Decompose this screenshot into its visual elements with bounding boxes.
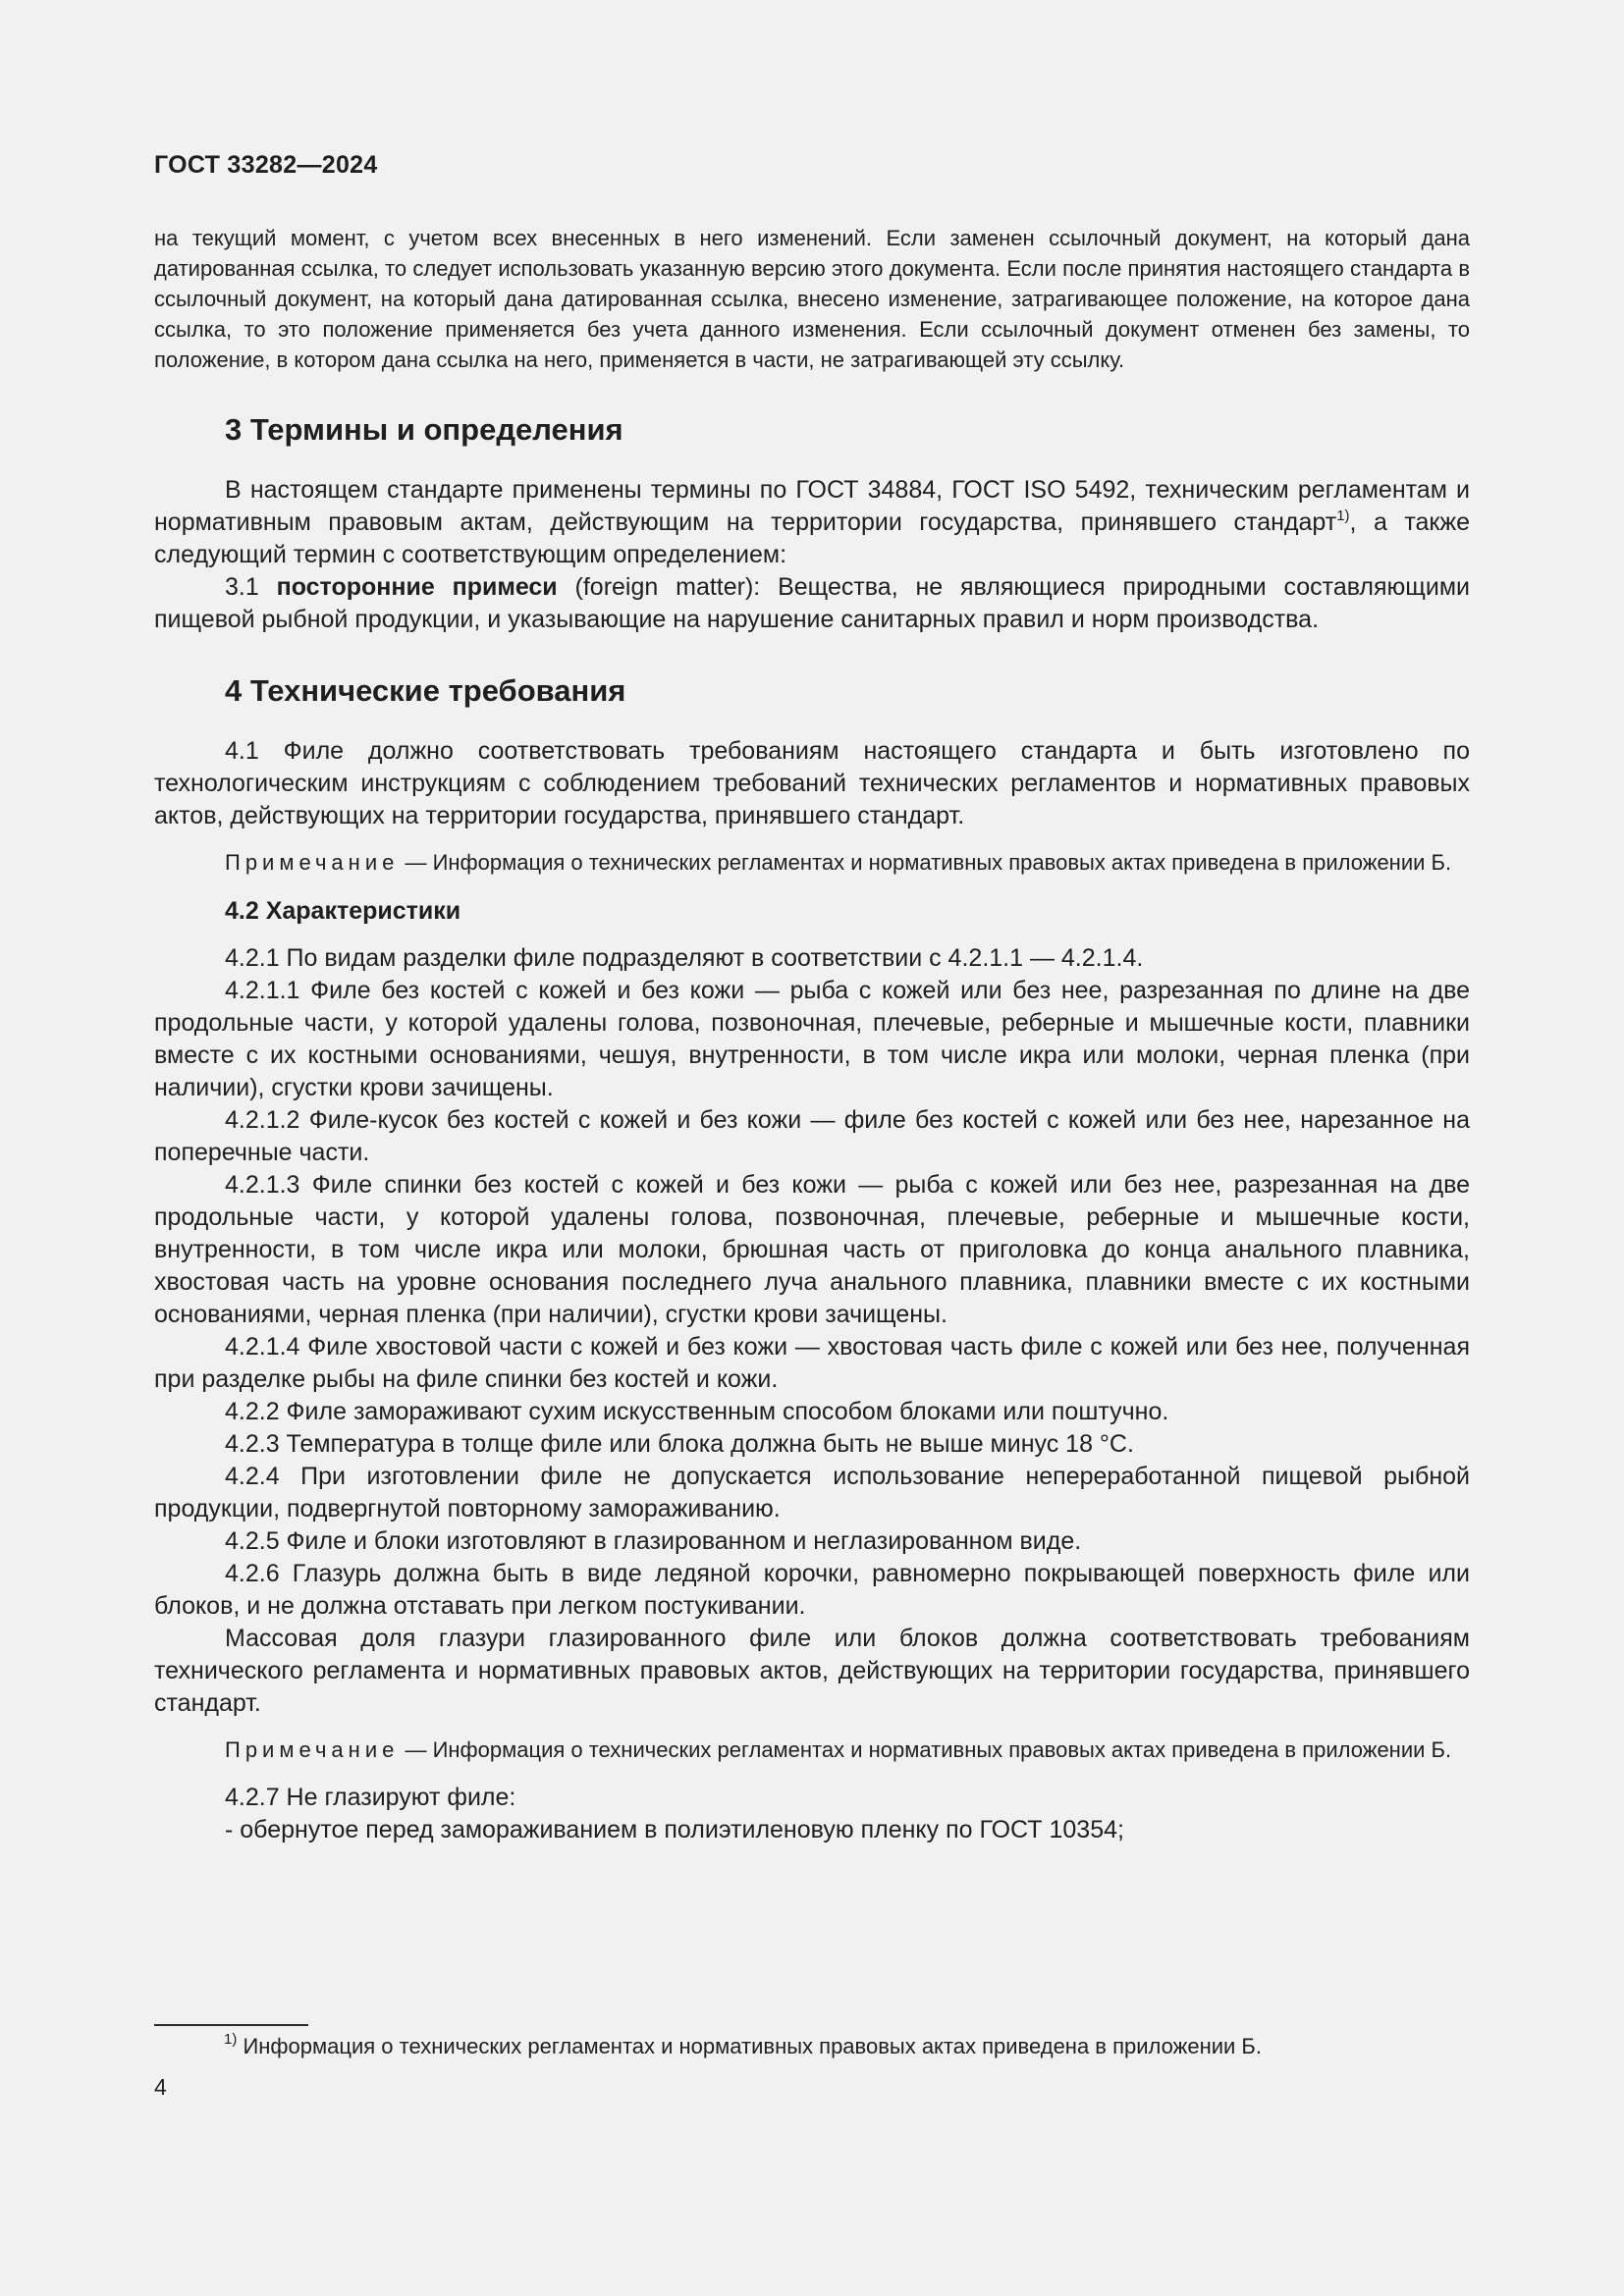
- paragraph-4-2-7: 4.2.7 Не глазируют филе:: [225, 1784, 516, 1811]
- footnote-reference: 1): [1336, 507, 1350, 524]
- paragraph-4-2-4: 4.2.4 При изготовлении филе не допускается использование непереработанной пищевой рыбной продукции, подвергнутой повторному замораживанию.: [154, 1463, 1470, 1522]
- subsection-4-2-heading: 4.2 Характеристики: [225, 897, 461, 925]
- paragraph-4-1: 4.1 Филе должно соответствовать требованиям настоящего стандарта и быть изготовлено по технологическим инструкциям с соблюдением требований технических регламентов и нормативных правовых актов, действующих на территории государства, принявшего стандарт.: [154, 737, 1470, 829]
- section-3-paragraph: [154, 474, 1470, 571]
- paragraph-4-2-1-2: 4.2.1.2 Филе-кусок без костей с кожей и без кожи — филе без костей с кожей или без нее, нарезанное на поперечные части.: [154, 1106, 1470, 1166]
- note-1-label: Примечание: [225, 850, 400, 875]
- paragraph-4-2-5: 4.2.5 Филе и блоки изготовляют в глазированном и неглазированном виде.: [225, 1527, 1082, 1555]
- document-code-header: ГОСТ 33282—2024: [154, 151, 378, 179]
- page-content: [154, 223, 1470, 1846]
- note-2-label: Примечание: [225, 1737, 400, 1762]
- paragraph-4-2-1: 4.2.1 По видам разделки филе подразделяют в соответствии с 4.2.1.1 — 4.2.1.4.: [225, 944, 1144, 972]
- term-name: посторонние примеси: [276, 573, 558, 601]
- footnote-divider: [154, 2024, 308, 2026]
- section-4-heading: 4 Технические требования: [225, 673, 626, 708]
- term-number: 3.1: [225, 573, 259, 601]
- term-definition: [154, 571, 1470, 636]
- section-3-heading: 3 Термины и определения: [225, 412, 623, 447]
- footnote-text: Информация о технических регламентах и нормативных правовых актах приведена в приложении Б.: [237, 2034, 1262, 2058]
- paragraph-4-2-7-list-item: - обернутое перед замораживанием в полиэтиленовую пленку по ГОСТ 10354;: [225, 1816, 1124, 1843]
- page-number: 4: [154, 2074, 167, 2100]
- paragraph-4-2-6: 4.2.6 Глазурь должна быть в виде ледяной корочки, равномерно покрывающей поверхность филе или блоков, и не должна отставать при легком постукивании.: [154, 1560, 1470, 1620]
- intro-paragraph: на текущий момент, с учетом всех внесенных в него изменений. Если заменен ссылочный документ, на который дана датированная ссылка, то следует использовать указанную версию этого документа. Если после принятия настоящего стандарта в ссылочный документ, на который дана датированная ссылка, внесено изменение, затрагивающее положение, на которое дана ссылка, то это положение применяется без учета данного изменения. Если ссылочный документ отменен без замены, то положение, в котором дана ссылка на него, применяется в части, не затрагивающей эту ссылку.: [154, 226, 1470, 372]
- note-1-text: — Информация о технических регламентах и нормативных правовых актах приведена в приложении Б.: [399, 850, 1452, 875]
- footnote-mark: 1): [224, 2031, 238, 2048]
- paragraph-4-2-1-4: 4.2.1.4 Филе хвостовой части с кожей и без кожи — хвостовая часть филе с кожей или без нее, полученная при разделке рыбы на филе спинки без костей и кожи.: [154, 1333, 1470, 1393]
- section-3-paragraph-start: В настоящем стандарте применены термины по ГОСТ 34884, ГОСТ ISO 5492, техническим регламентам и нормативным правовым актам, действующим на территории государства, принявшего стандарт: [154, 476, 1470, 536]
- term-definition-text: (foreign matter): Вещества, не являющиеся природными составляющими пищевой рыбной продукции, и указывающие на нарушение санитарных правил и норм производства.: [154, 573, 1470, 633]
- paragraph-4-2-3: 4.2.3 Температура в толще филе или блока должна быть не выше минус 18 °С.: [225, 1430, 1134, 1458]
- note-1: [154, 847, 1470, 878]
- paragraph-4-2-6-continued: Массовая доля глазури глазированного филе или блоков должна соответствовать требованиям технического регламента и нормативных правовых актов, действующих на территории государства, принявшего стандарт.: [154, 1625, 1470, 1717]
- paragraph-4-2-1-3: 4.2.1.3 Филе спинки без костей с кожей и без кожи — рыба с кожей или без нее, разрезанная на две продольные части, у которой удалены голова, позвоночная, плечевые, реберные и мышечные кости, внутренности, в том числе икра или молоки, брюшная часть от приголовка до конца анального плавника, хвостовая часть на уровне основания последнего луча анального плавника, плавники вместе с их костными основаниями, черная пленка (при наличии), сгустки крови зачищены.: [154, 1171, 1470, 1328]
- paragraph-4-2-1-1: 4.2.1.1 Филе без костей с кожей и без кожи — рыба с кожей или без нее, разрезанная по длине на две продольные части, у которой удалены голова, позвоночная, плечевые, реберные и мышечные кости, плавники вместе с их костными основаниями, чешуя, внутренности, в том числе икра или молоки, черная пленка (при наличии), сгустки крови зачищены.: [154, 977, 1470, 1101]
- note-2-text: — Информация о технических регламентах и нормативных правовых актах приведена в приложении Б.: [399, 1737, 1452, 1762]
- section-3-paragraph-end: , а также следующий термин с соответствующим определением:: [154, 508, 1470, 568]
- paragraph-4-2-2: 4.2.2 Филе замораживают сухим искусственным способом блоками или поштучно.: [225, 1398, 1169, 1425]
- note-2: [154, 1735, 1470, 1765]
- footnote: [224, 2032, 1262, 2061]
